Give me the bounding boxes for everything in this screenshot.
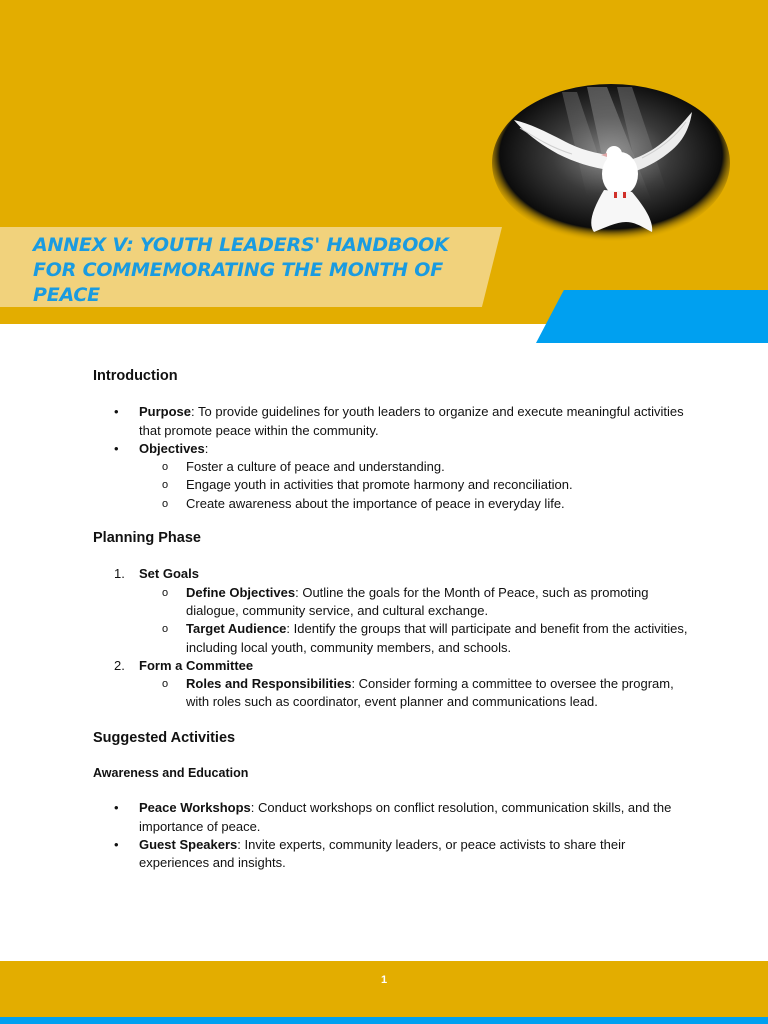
list-item: 2. Form a Committee [114,657,254,673]
list-item: o Engage youth in activities that promote harmony and reconciliation. [93,476,693,494]
list-item: • Peace Workshops: Conduct workshops on conflict resolution, communication skills, and the importance of peace. [114,800,672,834]
bullet-icon: • [114,800,119,816]
document-body [93,360,693,873]
bullet-icon: • [114,836,119,852]
list-item: o Foster a culture of peace and understanding. [93,458,693,476]
page-number: 1 [380,974,388,986]
footer-blue-stripe [0,1017,768,1024]
activities-subheading: Awareness and Education [93,766,249,781]
intro-list [93,403,693,513]
bullet-icon: • [114,404,119,420]
activities-heading: Suggested Activities [93,729,236,746]
activities-list [93,799,693,872]
list-item: • Guest Speakers: Invite experts, community leaders, or peace activists to share their experiences and insights. [114,836,626,871]
footer-band [0,961,768,1017]
document-title: ANNEX V: YOUTH LEADERS' HANDBOOK FOR COMMEMORATING THE MONTH OF PEACE [33,234,449,306]
list-item: o Target Audience: Identify the groups that will participate and benefit from the activities, including local youth, community members, and schools. [162,621,688,655]
intro-heading: Introduction [93,368,178,384]
planning-list [93,565,693,711]
dove-icon [492,82,730,244]
list-item: • Purpose: To provide guidelines for youth leaders to organize and execute meaningful activities that promote peace within the community. [114,404,684,438]
list-item: o Create awareness about the importance of peace in everyday life. [93,495,693,513]
list-item: • Objectives: [93,440,693,458]
sub-bullet-icon: o [162,623,169,636]
sub-bullet-icon: o [162,586,169,599]
list-item: o Define Objectives: Outline the goals for the Month of Peace, such as promoting dialogue, community service, and cultural exchange. [162,584,649,618]
sub-bullet-icon: o [162,461,169,474]
bullet-icon: • [114,440,119,456]
list-item: 1. Set Goals [114,566,199,582]
dove-image [492,82,730,244]
sub-bullet-icon: o [162,678,169,691]
list-item: o Roles and Responsibilities: Consider forming a committee to oversee the program, with roles such as coordinator, event planner and communications lead. [162,676,674,710]
planning-heading: Planning Phase [93,530,201,547]
blue-accent-shape [536,290,768,343]
sub-bullet-icon: o [162,479,169,492]
sub-bullet-icon: o [162,497,169,510]
